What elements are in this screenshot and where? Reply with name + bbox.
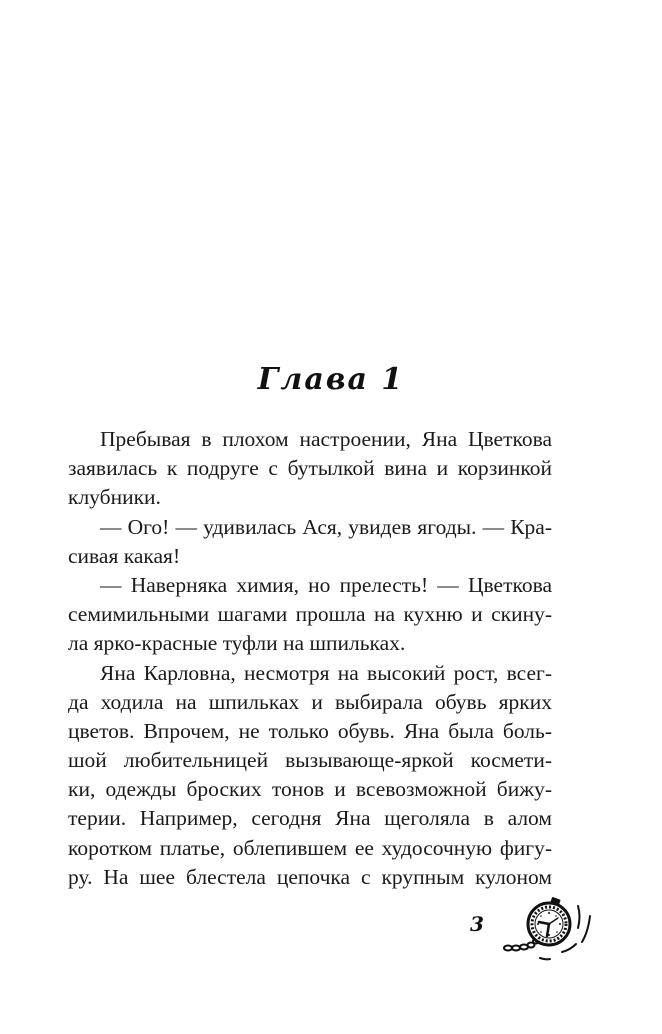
text-line: — Ого! — удивилась Ася, увидев ягоды. — Кра- xyxy=(100,514,552,539)
text-line: шой любительницей вызывающе-яркой космети- xyxy=(68,748,552,773)
page-footer xyxy=(470,908,610,978)
text-line: ру. На шее блестела цепочка с крупным кулоном xyxy=(68,864,552,889)
text-line: цветов. Впрочем, не только обувь. Яна была боль- xyxy=(68,718,552,743)
text-line: Пребывая в плохом настроении, Яна Цветкова xyxy=(100,427,552,451)
text-line: клубники. xyxy=(68,485,161,510)
text-line: Яна Карловна, несмотря на высокий рост, всег- xyxy=(100,660,552,685)
text-line: терии. Например, сегодня Яна щеголяла в алом xyxy=(68,806,552,831)
chapter-title: Глава 1 xyxy=(257,362,405,397)
text-line: семимильными шагами прошла на кухню и скину- xyxy=(68,602,552,627)
text-line: — Наверняка химия, но прелесть! — Цветкова xyxy=(100,572,552,597)
pocket-watch-icon xyxy=(490,886,610,971)
text-line: сивая какая! xyxy=(68,543,181,568)
text-line: ки, одежды броских тонов и всевозможной бижу- xyxy=(68,777,552,802)
text-line: заявилась к подруге с бутылкой вина и корзинкой xyxy=(68,456,552,481)
text-line: коротком платье, облепившем ее худосочную фигу- xyxy=(68,835,552,860)
chapter-body xyxy=(68,425,552,892)
text-line: да ходила на шпильках и выбирала обувь ярких xyxy=(68,689,552,714)
text-line: ла ярко-красные туфли на шпильках. xyxy=(68,631,406,656)
page-number: 3 xyxy=(470,912,484,936)
